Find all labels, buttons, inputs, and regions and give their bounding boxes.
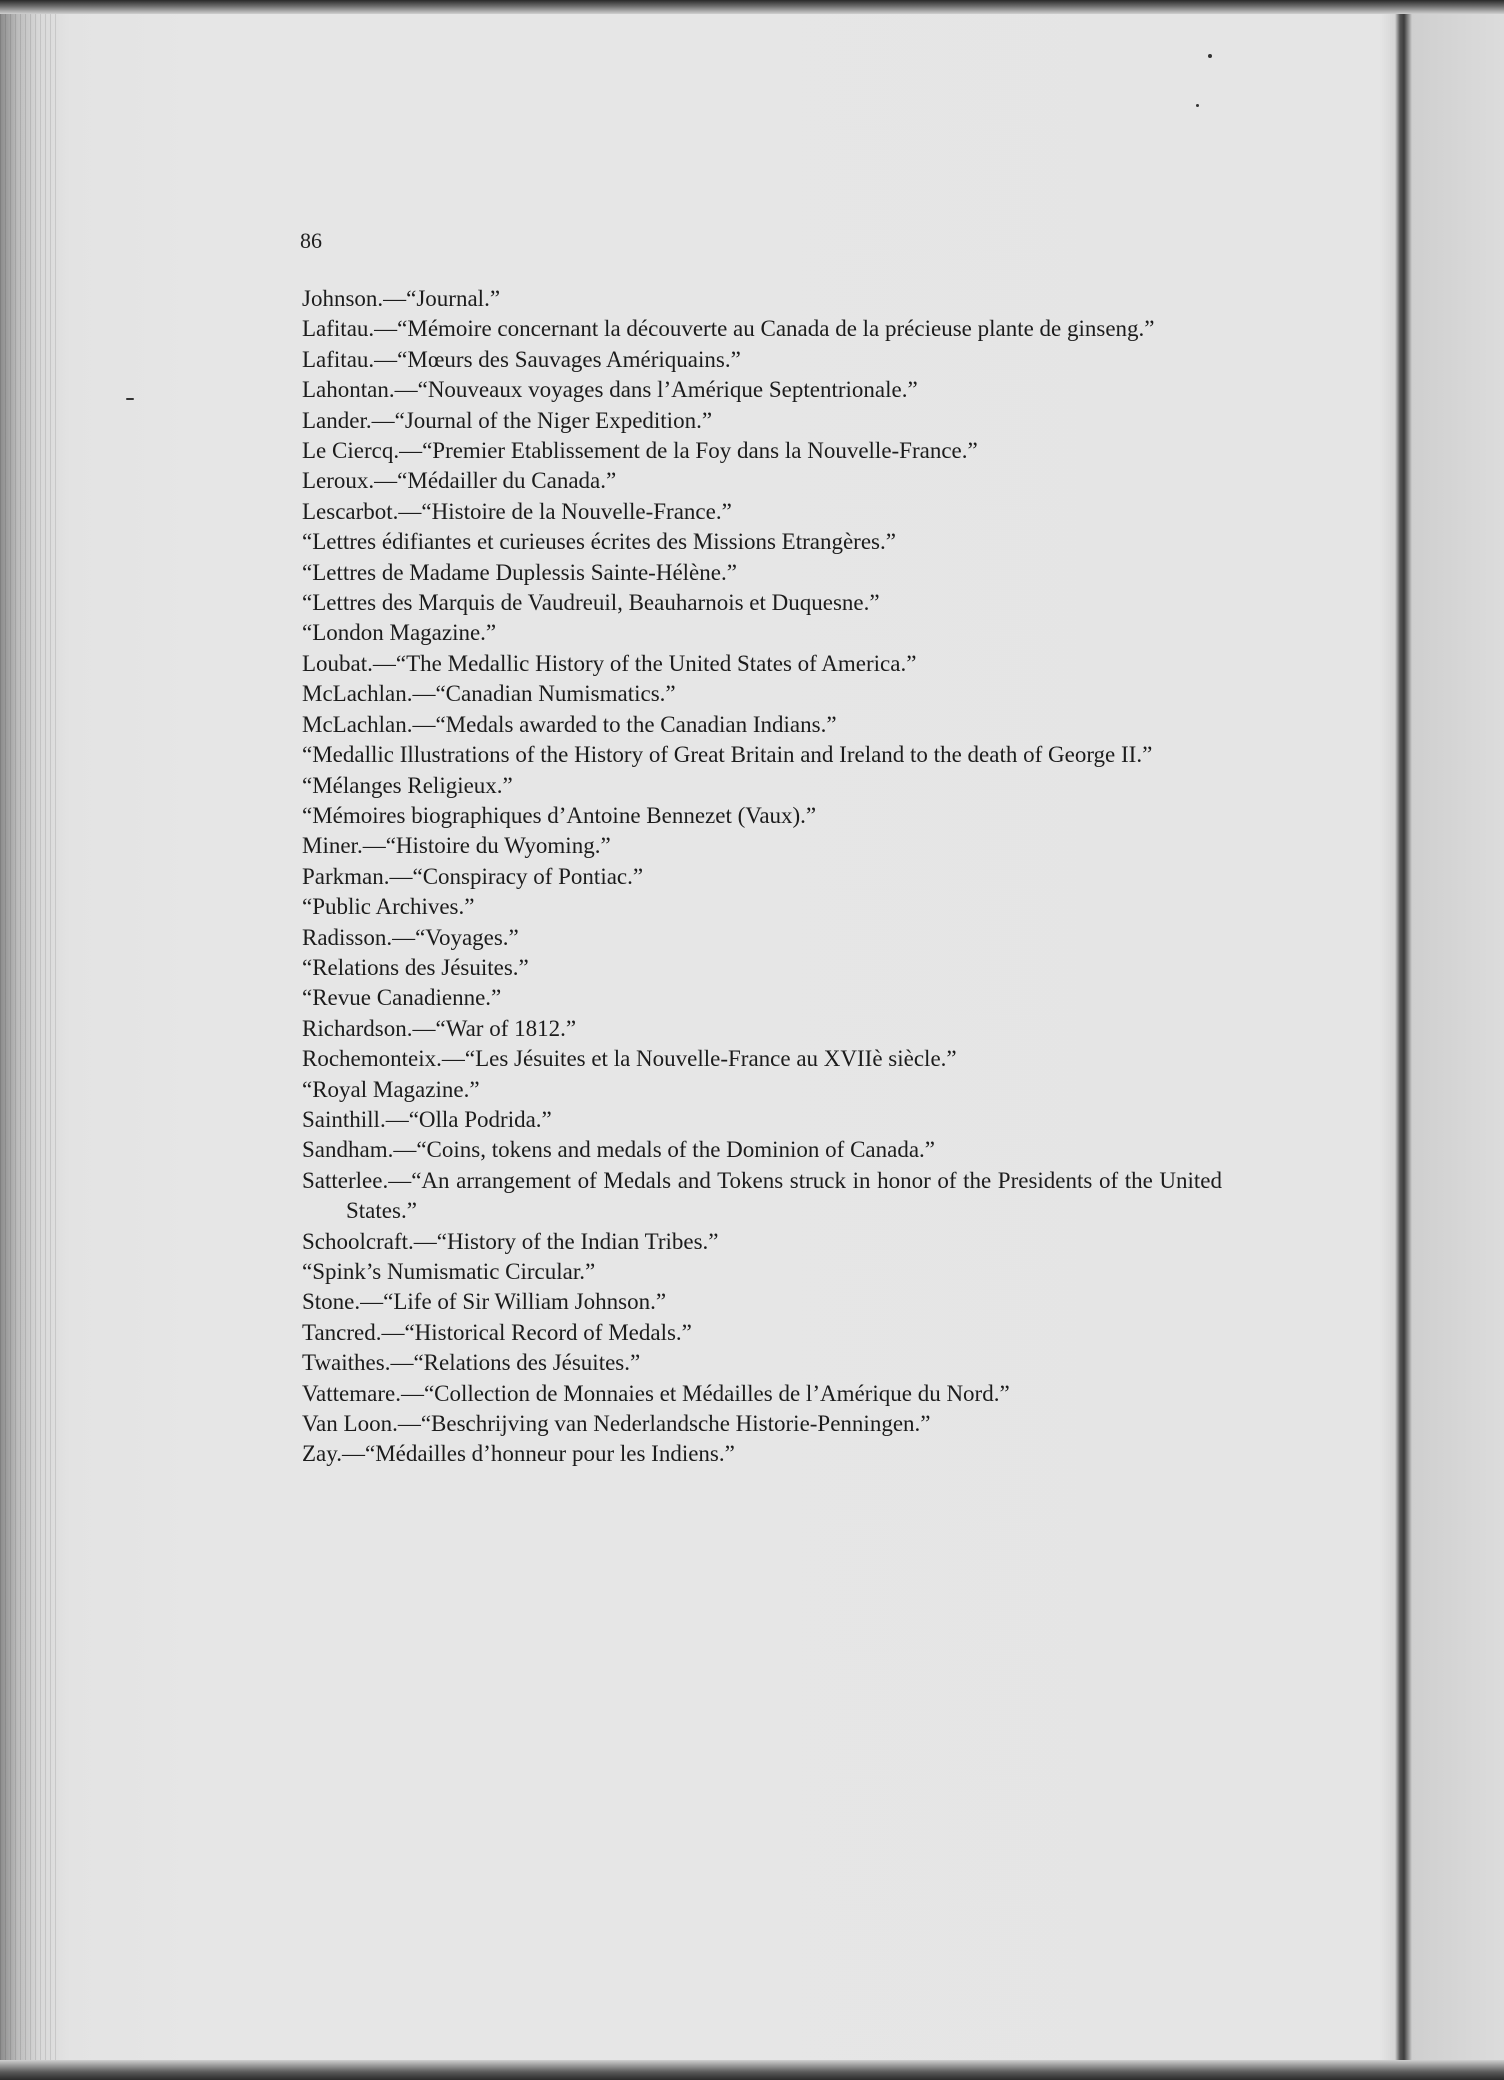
bibliography-entry: Lescarbot.—“Histoire de la Nouvelle-France.” xyxy=(302,498,732,524)
bibliography-entry: Sandham.—“Coins, tokens and medals of the Dominion of Canada.” xyxy=(302,1137,936,1163)
bibliography-entry: Stone.—“Life of Sir William Johnson.” xyxy=(302,1289,667,1315)
bibliography-entry: Lafitau.—“Mémoire concernant la découverte au Canada de la précieuse plante de ginseng.” xyxy=(302,316,1155,342)
bibliography-entry: “Lettres de Madame Duplessis Sainte-Hélène.” xyxy=(302,559,737,585)
bibliography-entry: “Public Archives.” xyxy=(302,894,475,920)
dust-speck xyxy=(1196,104,1199,107)
bibliography-entry: Loubat.—“The Medallic History of the United States of America.” xyxy=(302,650,917,676)
bibliography-entry: “Lettres édifiantes et curieuses écrites des Missions Etrangères.” xyxy=(302,529,896,555)
bibliography-entry: Van Loon.—“Beschrijving van Nederlandsche Historie-Penningen.” xyxy=(302,1411,931,1437)
bibliography-entry: “Relations des Jésuites.” xyxy=(302,954,529,980)
bibliography-entry: Vattemare.—“Collection de Monnaies et Médailles de l’Amérique du Nord.” xyxy=(302,1380,1010,1406)
bibliography-entry: “Spink’s Numismatic Circular.” xyxy=(302,1259,596,1284)
bibliography-entry: Lahontan.—“Nouveaux voyages dans l’Amérique Septentrionale.” xyxy=(302,377,918,403)
scan-bottom-edge xyxy=(0,2060,1504,2080)
bibliography-entry: “Mémoires biographiques d’Antoine Bennezet (Vaux).” xyxy=(302,802,817,828)
bibliography-entry: Twaithes.—“Relations des Jésuites.” xyxy=(302,1350,641,1376)
bibliography-entry: Tancred.—“Historical Record of Medals.” xyxy=(302,1319,692,1345)
bibliography-entry: “Lettres des Marquis de Vaudreuil, Beauharnois et Duquesne.” xyxy=(302,590,880,616)
bibliography-entry: “Mélanges Religieux.” xyxy=(302,772,513,798)
bibliography-entry: “Medallic Illustrations of the History of Great Britain and Ireland to the death of George II.” xyxy=(302,742,1153,768)
book-edge xyxy=(0,0,58,2080)
bibliography-entry: Lander.—“Journal of the Niger Expedition.” xyxy=(302,407,713,433)
bibliography-entry: McLachlan.—“Medals awarded to the Canadian Indians.” xyxy=(302,711,837,737)
bibliography-entry: Zay.—“Médailles d’honneur pour les Indiens.” xyxy=(302,1441,735,1467)
dust-speck xyxy=(126,398,134,400)
bibliography-entry: Leroux.—“Médailler du Canada.” xyxy=(302,468,617,494)
bibliography-entry: Parkman.—“Conspiracy of Pontiac.” xyxy=(302,863,644,889)
bibliography-entry: “Revue Canadienne.” xyxy=(302,985,502,1011)
scan-top-edge xyxy=(0,0,1504,14)
bibliography-entry: “London Magazine.” xyxy=(302,620,497,646)
bibliography-entry: McLachlan.—“Canadian Numismatics.” xyxy=(302,681,676,707)
bibliography-entry: Miner.—“Histoire du Wyoming.” xyxy=(302,833,611,859)
bibliography-entry: Johnson.—“Journal.” xyxy=(302,286,501,311)
bibliography-entry: Le Ciercq.—“Premier Etablissement de la Foy dans la Nouvelle-France.” xyxy=(302,438,978,464)
bibliography-entry: Satterlee.—“An arrangement of Medals and Tokens struck in honor of the Presidents of the United States.” xyxy=(302,1167,1222,1224)
bibliography-entry: “Royal Magazine.” xyxy=(302,1076,480,1102)
page-number: 86 xyxy=(300,228,322,253)
bibliography-entry: Sainthill.—“Olla Podrida.” xyxy=(302,1106,552,1132)
bibliography-entry: Radisson.—“Voyages.” xyxy=(302,924,519,950)
bibliography-entry: Rochemonteix.—“Les Jésuites et la Nouvelle-France au XVIIè siècle.” xyxy=(302,1046,957,1072)
bibliography-entry: Richardson.—“War of 1812.” xyxy=(302,1015,577,1041)
dust-speck xyxy=(1208,54,1212,58)
bibliography-list xyxy=(302,284,1222,1470)
bibliography-entry: Schoolcraft.—“History of the Indian Tribes.” xyxy=(302,1228,719,1254)
bibliography-entry: Lafitau.—“Mœurs des Sauvages Amériquains.” xyxy=(302,346,741,372)
